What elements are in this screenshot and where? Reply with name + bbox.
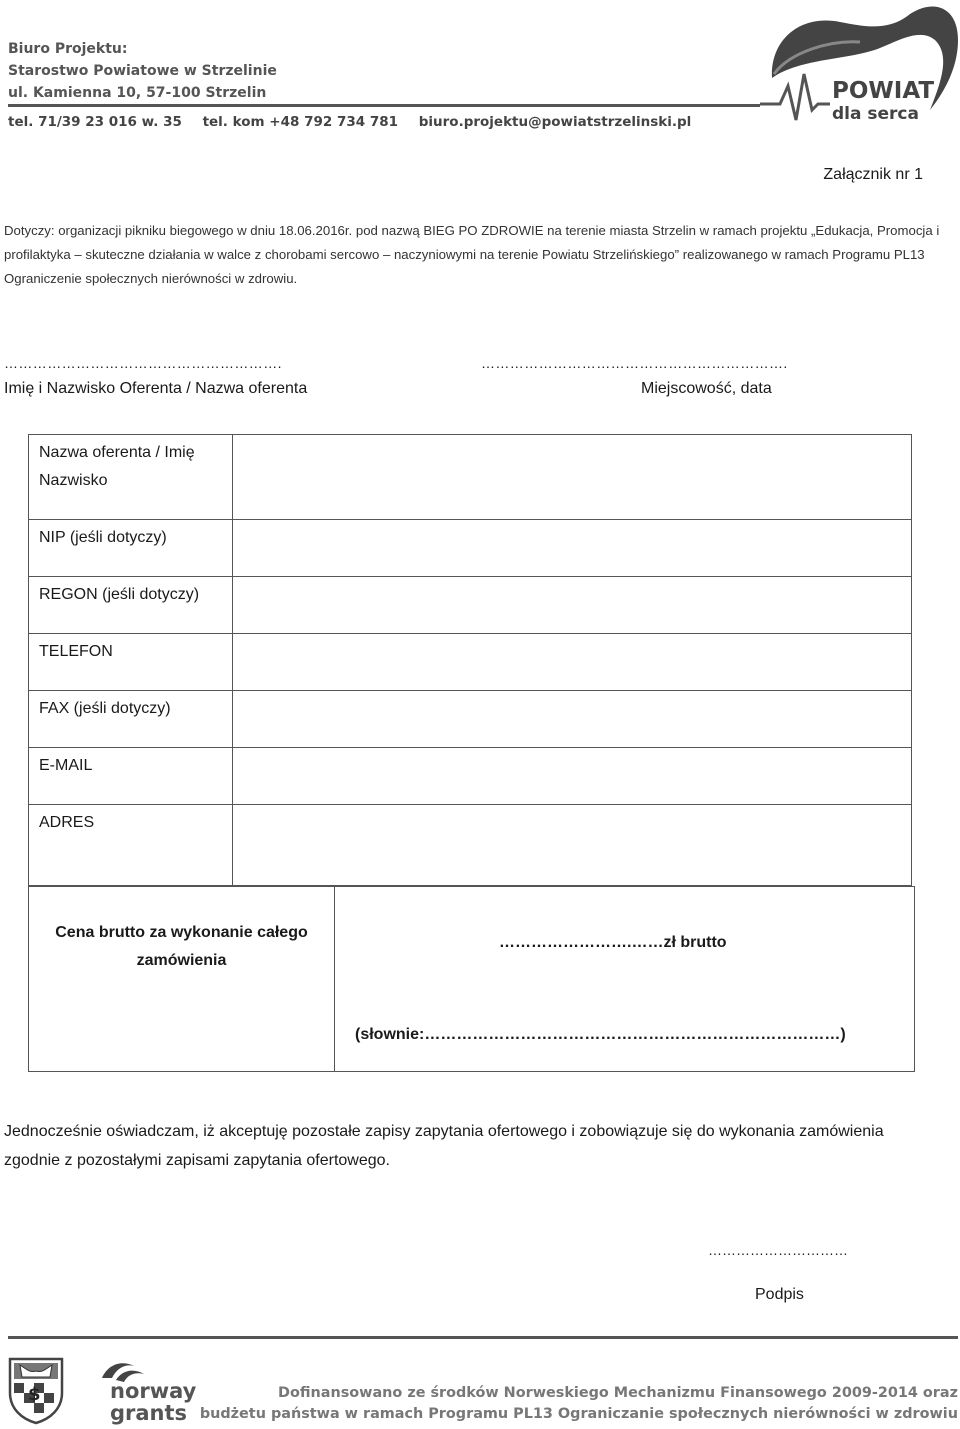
table-row: [29, 748, 911, 805]
bidder-name-row-label: Nazwa oferenta / Imię Nazwisko: [29, 435, 233, 519]
price-table: [28, 886, 915, 1072]
annex-title: Załącznik nr 1: [823, 166, 923, 183]
bidder-name-input[interactable]: [233, 435, 911, 519]
bidder-name-label: Imię i Nazwisko Oferenta / Nazwa oferenta: [4, 380, 308, 397]
bidder-name-dotline: ………………………………………………….: [4, 355, 282, 371]
funding-statement: [200, 1383, 958, 1425]
place-date-label: Miejscowość, data: [641, 380, 772, 397]
table-row: [29, 577, 911, 634]
declaration-paragraph: Jednocześnie oświadczam, iż akceptuję pozostałe zapisy zapytania ofertowego i zobowiązuje się do wykonania zamówienia zgodnie z pozostałymi zapisami zapytania ofertowego.: [4, 1123, 884, 1169]
price-label: Cena brutto za wykonanie całego zamówienia: [29, 887, 335, 1071]
norway-word: norway: [110, 1379, 197, 1403]
nip-row-label: NIP (jeśli dotyczy): [29, 520, 233, 576]
price-amount-field[interactable]: …………………….……zł brutto: [499, 934, 727, 951]
footer-divider: [8, 1336, 958, 1339]
email-input[interactable]: [233, 748, 911, 804]
price-in-words-field[interactable]: (słownie:……………………………………………………………………): [355, 1026, 846, 1043]
logo-subtitle: dla serca: [832, 104, 919, 124]
funding-line-1: Dofinansowano ze środków Norweskiego Mechanizmu Finansowego 2009-2014 oraz: [278, 1385, 958, 1401]
svg-text:$: $: [28, 1384, 41, 1405]
email-row-label: E-MAIL: [29, 748, 233, 804]
signature-label: Podpis: [755, 1286, 804, 1303]
phone-row-label: TELEFON: [29, 634, 233, 690]
table-row: [29, 520, 911, 577]
regon-input[interactable]: [233, 577, 911, 633]
office-street: ul. Kamienna 10, 57-100 Strzelin: [8, 85, 267, 101]
norway-grants-logo-text: [110, 1380, 196, 1424]
signature-dotline: …………………………: [708, 1242, 848, 1258]
address-row-label: ADRES: [29, 805, 233, 885]
office-name: Starostwo Powiatowe w Strzelinie: [8, 63, 277, 79]
address-input[interactable]: [233, 805, 911, 885]
price-cell: [335, 887, 914, 1071]
fax-input[interactable]: [233, 691, 911, 747]
grants-word: grants: [110, 1401, 188, 1425]
table-row: [29, 435, 911, 520]
place-date-dotline: ……………………………………………………….: [481, 355, 788, 371]
phone-number: tel. 71/39 23 016 w. 35: [8, 114, 182, 130]
intro-paragraph: Dotyczy: organizacji pikniku biegowego w dniu 18.06.2016r. pod nazwą BIEG PO ZDROWIE na terenie miasta Strzelin w ramach projektu „Edukacja, Promocja i profilaktyka – skuteczne działania w walce z chorobami sercowo – naczyniowymi na terenie Powiatu Strzelińskiego” realizowanego w ramach Programu PL13 Ograniczenie społecznych nierówności w zdrowiu.: [4, 223, 940, 286]
email-address: biuro.projektu@powiatstrzelinski.pl: [418, 114, 692, 130]
phone-input[interactable]: [233, 634, 911, 690]
table-row: [29, 805, 911, 885]
regon-row-label: REGON (jeśli dotyczy): [29, 577, 233, 633]
office-title: Biuro Projektu:: [8, 41, 128, 57]
table-row: [29, 691, 911, 748]
header-divider: [8, 104, 760, 107]
fax-row-label: FAX (jeśli dotyczy): [29, 691, 233, 747]
nip-input[interactable]: [233, 520, 911, 576]
mobile-number: tel. kom +48 792 734 781: [202, 114, 399, 130]
contact-line: [8, 114, 707, 130]
coat-of-arms-icon: [6, 1355, 66, 1425]
bidder-details-table: [28, 434, 912, 886]
funding-line-2: budżetu państwa w ramach Programu PL13 Ograniczanie społecznych nierówności w zdrowiu: [199, 1406, 958, 1422]
project-office-address: [8, 38, 277, 104]
table-row: [29, 634, 911, 691]
logo-title: POWIAT: [832, 78, 935, 104]
